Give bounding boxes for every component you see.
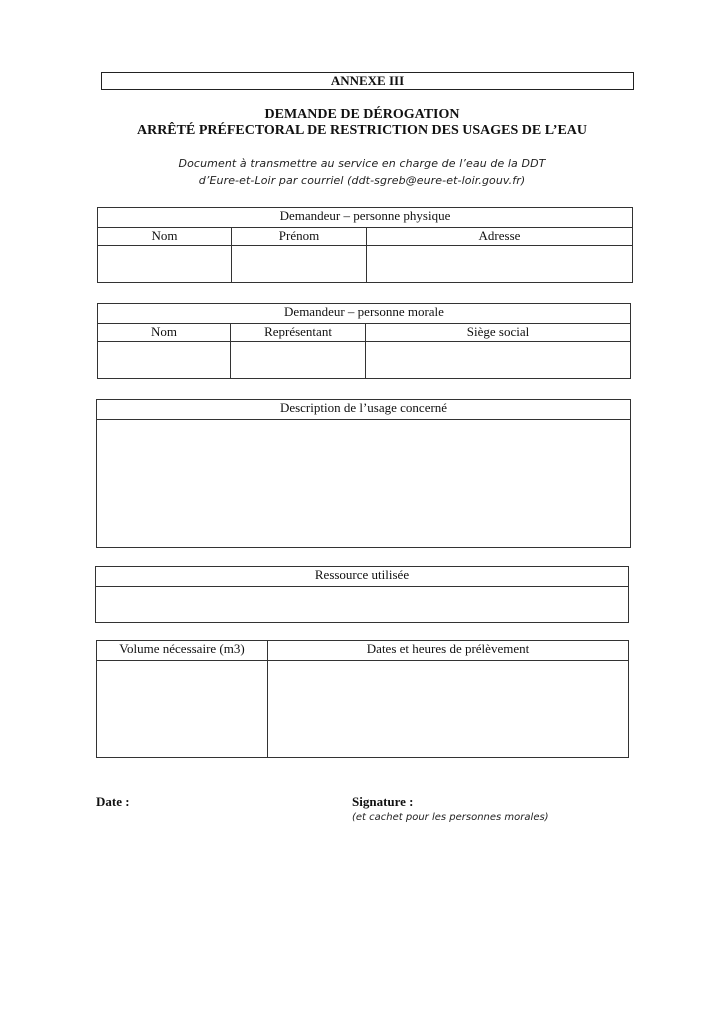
prenom-field[interactable]	[232, 246, 367, 283]
adresse-field[interactable]	[367, 246, 633, 283]
resource-table	[95, 566, 629, 623]
instructions	[60, 155, 664, 189]
withdrawal-table	[96, 640, 629, 758]
resource-title: Ressource utilisée	[96, 567, 629, 587]
title-line-1: DEMANDE DE DÉROGATION	[264, 107, 460, 122]
nom-field[interactable]	[98, 246, 232, 283]
signature-label: Signature :	[352, 794, 414, 809]
column-representant: Représentant	[231, 324, 366, 342]
dates-field[interactable]	[268, 661, 629, 758]
natural-person-title: Demandeur – personne physique	[98, 208, 633, 228]
siege-social-field[interactable]	[366, 342, 631, 379]
usage-table	[96, 399, 631, 548]
column-siege-social: Siège social	[366, 324, 631, 342]
usage-description-field[interactable]	[97, 420, 631, 548]
annex-heading: ANNEXE III	[101, 72, 634, 90]
representant-field[interactable]	[231, 342, 366, 379]
resource-field[interactable]	[96, 587, 629, 623]
instructions-line-1: Document à transmettre au service en charge de l’eau de la DDT	[178, 157, 546, 170]
legal-person-title: Demandeur – personne morale	[98, 304, 631, 324]
date-label: Date :	[96, 794, 130, 809]
document-title	[60, 107, 664, 139]
column-volume: Volume nécessaire (m3)	[97, 641, 268, 661]
legal-person-table	[97, 303, 631, 379]
natural-person-table	[97, 207, 633, 283]
column-adresse: Adresse	[367, 228, 633, 246]
column-prenom: Prénom	[232, 228, 367, 246]
signature-note: (et cachet pour les personnes morales)	[352, 812, 549, 823]
usage-title: Description de l’usage concerné	[97, 400, 631, 420]
column-nom-company: Nom	[98, 324, 231, 342]
volume-field[interactable]	[97, 661, 268, 758]
column-dates: Dates et heures de prélèvement	[268, 641, 629, 661]
column-nom: Nom	[98, 228, 232, 246]
instructions-line-2: d’Eure-et-Loir par courriel (ddt-sgreb@eure-et-loir.gouv.fr)	[198, 174, 526, 187]
title-line-2: ARRÊTÉ PRÉFECTORAL DE RESTRICTION DES USAGES DE L’EAU	[136, 123, 588, 138]
company-nom-field[interactable]	[98, 342, 231, 379]
